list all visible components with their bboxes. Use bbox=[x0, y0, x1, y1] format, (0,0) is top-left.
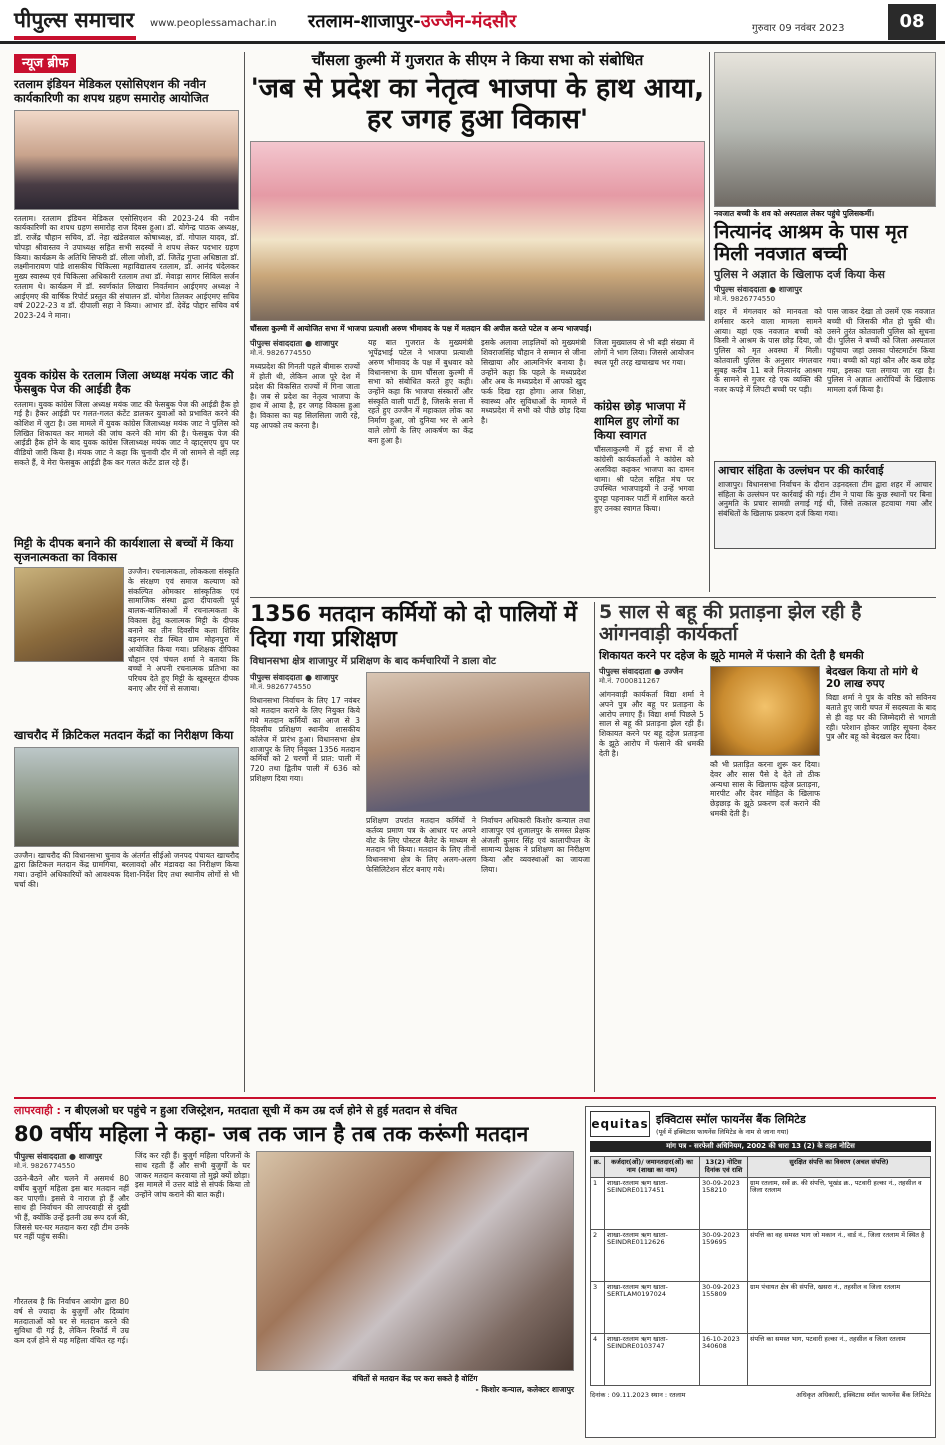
notice-cell: 30-09-2023 159695 bbox=[700, 1229, 748, 1281]
issue-date: गुरुवार 09 नवंबर 2023 bbox=[752, 23, 845, 34]
notice-title: इक्विटास स्मॉल फायनेंस बैंक लिमिटेड bbox=[656, 1113, 806, 1126]
newborn-headline: नित्यानंद आश्रम के पास मृत मिली नवजात बच्ची bbox=[714, 221, 908, 265]
elderly-headline: 80 वर्षीय महिला ने कहा- जब तक जान है तब तक करूंगी मतदान bbox=[14, 1122, 529, 1146]
page-number: 08 bbox=[888, 4, 936, 40]
notice-cell: शाखा-रतलाम ऋण खाता- SEINDRE0117451 bbox=[605, 1177, 700, 1229]
collector-quote-credit: - किशोर कन्याल, कलेक्टर शाजापुर bbox=[475, 1385, 574, 1395]
notice-cell: शाखा-रतलाम ऋण खाता- SEINDRE0112626 bbox=[605, 1229, 700, 1281]
newborn-col-1: शहर में मंगलवार को मानवता को शर्मसार करने वाला मामला सामने आया। यहां एक नवजात बच्ची को किसी ने आश्रम के पास छोड़ दिया, जो पुलिस को मृत अवस्था में मिली। कोतवाली पुलिस के अनुसार मंगलवार सुबह करीब 11 बजे नित्यानंद आश्रम के सामने से गुजर रहे एक व्यक्ति की नजर कपड़े में लिपटी बच्ची पर पड़ी। bbox=[714, 307, 822, 395]
lead-col-5: चौंसलाकुल्मी में हुई सभा में दो कांग्रेसी कार्यकर्ताओं ने कांग्रेस को अलविदा कहकर भाजपा का दामन थामा। श्री पटेल सहित मंच पर उपस्थित भाजपाइयों ने उन्हें भगवा दुपट्टा पहनाकर पार्टी में शामिल करते हुए उनका स्वागत किया। bbox=[594, 445, 694, 513]
brief-headline-ima: रतलाम इंडियन मेडिकल एसोसिएशन की नवीन कार्यकारिणी का शपथ ग्रहण समारोह आयोजित bbox=[14, 77, 209, 106]
anganwadi-story bbox=[599, 602, 936, 1092]
newspaper-logo: पीपुल्स समाचार bbox=[14, 6, 136, 40]
notice-cell: 3 bbox=[591, 1281, 605, 1333]
site-url: www.peoplessamachar.in bbox=[150, 18, 277, 29]
training-subhead: विधानसभा क्षेत्र शाजापुर में प्रशिक्षण के बाद कर्मचारियों ने डाला वोट bbox=[250, 655, 496, 667]
training-col-1: विधानसभा निर्वाचन के लिए 17 नवंबर को मतदान कराने के लिए नियुक्त किये गये मतदान कर्मियों का आज से 3 दिवसीय प्रशिक्षण स्थानीय शासकीय कॉलेज में प्रारंभ हुआ। विधानसभा क्षेत्र शाजापुर के लिए नियुक्त 1356 मतदान कर्मियों को 2 चरणों में प्रात: पाली में 720 तथा द्वितीय पाली में 636 को प्रशिक्षण दिया गया। bbox=[250, 696, 360, 783]
notice-table-row bbox=[591, 1229, 931, 1281]
notice-cell: 16-10-2023 340608 bbox=[700, 1333, 748, 1385]
notice-cell: शाखा-रतलाम ऋण खाता- SERTLAM0197024 bbox=[605, 1281, 700, 1333]
notice-cell: संपत्ति का समस्त भाग, पटवारी हल्का नं., तहसील व जिला रतलाम bbox=[748, 1333, 931, 1385]
edition-region: रतलाम-शाजापुर-उज्जैन-मंदसौर bbox=[308, 11, 517, 32]
anganwadi-side-headline: बेदखल किया तो मांगे थे 20 लाख रुपए bbox=[826, 666, 918, 691]
news-brief-column bbox=[14, 52, 239, 1092]
bank-demand-notice bbox=[585, 1106, 936, 1438]
notice-table-row bbox=[591, 1333, 931, 1385]
notice-table bbox=[590, 1156, 931, 1386]
elderly-byline: पीपुल्स संवाददाता ● शाजापुर मो.नं. 9826774550 bbox=[14, 1152, 103, 1171]
elderly-kicker: न बीएलओ घर पहुंचे न हुआ रजिस्ट्रेशन, मतदाता सूची में कम उम्र दर्ज होने से हुई मतदान से वंचित bbox=[64, 1104, 458, 1117]
newborn-photo-caption: नवजात बच्ची के शव को अस्पताल लेकर पहुंचे पुलिसकर्मी। bbox=[714, 209, 875, 218]
training-hall-photo bbox=[366, 672, 590, 812]
newborn-story bbox=[714, 52, 936, 592]
lead-col-3: इसके अलावा लाड़लियों को मुख्यमंत्री शिवराजसिंह चौहान ने सम्मान से जीना सिखाया और आत्मनिर्भर बनाया है। उन्होंने कहा कि पहले के मध्यप्रदेश और अब के मध्यप्रदेश में आपको खुद फर्क दिख रहा होगा। आज शिक्षा, स्वास्थ्य और सुविधाओं के मामले में मध्यप्रदेश में सभी को पीछे छोड़ दिया है। bbox=[481, 338, 586, 426]
notice-cell: 2 bbox=[591, 1229, 605, 1281]
notice-col-header: 13(2) नोटिस दिनांक एवं राशि bbox=[700, 1157, 748, 1178]
news-brief-tag: न्यूज ब्रीफ bbox=[14, 54, 76, 73]
newborn-byline: पीपुल्स संवाददाता ● शाजापुर मो.नं. 9826774550 bbox=[714, 285, 803, 304]
brief-text-ima: रतलाम। रतलाम इंडियन मेडिकल एसोसिएशन की 2023-24 की नवीन कार्यकारिणी का शपथ ग्रहण समारोह राज दिवस हुआ। डॉ. योगेन्द्र पाठक अध्यक्ष, डॉ. राजेंद्र चौहान सचिव, डॉ. नेहा खंडेलवाल कोषाध्यक्ष, डॉ. गोपाल यादव, डॉ. चोपड़ा श्रीवास्तव ने उपाध्यक्ष सहित सभी सदस्यों ने शपथ लेकर पदभार ग्रहण किया। कार्यक्रम के अतिथि सिफरी डॉ. लीला जोशी, डॉ. जितेंद्र गुप्ता अधिष्ठाता डॉ. लक्ष्मीनारायण पांडे शासकीय चिकित्सा महाविद्यालय रतलाम, डॉ. आनंद चंदेलकर मुख्य स्वास्थ्य एवं चिकित्सा अधिकारी रतलाम तथा डॉ. मेवाड़ा सागर सिविल सर्जन रतलाम थे। कार्यक्रम में डॉ. स्वर्णकांत लिखारा निवर्तमान आईएमए अध्यक्ष ने आईएमए की वार्षिक रिपोर्ट प्रस्तुत की संचालन डॉ. योगेश तिलकर आईएमए सचिव वर्ष 2022-23 व डॉ. दीपाली सहा ने किया। आभार डॉ. देवेंद्र पोद्दार सचिव वर्ष 2023-24 ने माना। bbox=[14, 213, 239, 320]
elderly-side-caption: वंचितों से मतदान केंद्र पर करा सकते है वोटिंग bbox=[352, 1374, 478, 1384]
elderly-kicker-row bbox=[14, 1103, 574, 1118]
khachrod-inspection-photo bbox=[14, 747, 239, 847]
notice-cell: 30-09-2023 158210 bbox=[700, 1177, 748, 1229]
anganwadi-subhead: शिकायत करने पर दहेज के झूठे मामले में फंसाने की देती है धमकी bbox=[599, 648, 864, 662]
anganwadi-byline: पीपुल्स संवाददाता ● उज्जैन मो.नं. 7000811267 bbox=[599, 667, 684, 686]
newborn-col-2: पास जाकर देखा तो उसमें एक नवजात बच्ची थी जिसकी मौत हो चुकी थी। उसने तुरंत कोतवाली पुलिस को सूचना दी। पुलिस ने बच्ची को जिला अस्पताल पहुंचाया जहां उसका पोस्टमार्टम किया गया। बच्ची को यहां कौन और कब छोड़ गया, इसका पता लगाया जा रहा है। पुलिस ने अज्ञात आरोपियों के खिलाफ मामला दर्ज किया है। bbox=[827, 307, 935, 395]
elderly-col-2: जिंद कर रही हैं। बुजुर्ग महिला परिजनों के साथ रहती हैं और सभी बुजुर्गों के घर जाकर मतदान करवाया तो मुझे क्यों छोड़ा। इस मामले में उत्तर बांडे से संपर्क किया तो उन्होंने जांच कराने की बात कही। bbox=[135, 1151, 250, 1200]
elderly-col-1: उठने-बैठने और चलने में असमर्थ 80 वर्षीय बुजुर्ग महिला इस बार मतदान नहीं कर पाएगी। इससे वे नाराज हो हैं और साथ ही निर्वाचन की लापरवाही से दुखी भी हैं, क्योंकि उन्हें इतनी उम्र रूप दर्ज की, जिससे घर-घर मतदान करा रही टीम उनके घर नहीं पहुंच सकी। bbox=[14, 1174, 129, 1242]
rally-stage-photo bbox=[250, 141, 705, 321]
notice-cell: संपत्ति का वह समस्त भाग जो मकान नं., वार्ड नं., जिला रतलाम में स्थित है bbox=[748, 1229, 931, 1281]
notice-cell: 1 bbox=[591, 1177, 605, 1229]
elderly-woman-photo bbox=[256, 1151, 574, 1371]
lead-story bbox=[250, 52, 705, 592]
notice-col-header: कर्जदार(ओं)/ जमानतदार(ओं) का नाम (शाखा का नाम) bbox=[605, 1157, 700, 1178]
lead-headline: 'जब से प्रदेश का नेतृत्व भाजपा के हाथ आया, हर जगह हुआ विकास' bbox=[250, 73, 705, 136]
justice-scale-illustration bbox=[710, 666, 820, 756]
lead-col-4: जिला मुख्यालय से भी बड़ी संख्या में लोगों ने भाग लिया। जिससे आयोजन स्थल पूरी तरह खचाखच भर गया। bbox=[594, 338, 694, 367]
notice-col-header: क्र. bbox=[591, 1157, 605, 1178]
notice-cell: 4 bbox=[591, 1333, 605, 1385]
lead-subhead: कांग्रेस छोड़ भाजपा में शामिल हुए लोगों का किया स्वागत bbox=[594, 399, 686, 443]
anganwadi-col-1: आंगनवाड़ी कार्यकर्ता विद्या शर्मा ने अपने पुत्र और बहू पर प्रताड़ना के आरोप लगाए हैं। विद्या शर्मा पिछले 5 साल से बहू की प्रताड़ना झेल रही हैं। शिकायत करने पर बहू दहेज प्रताड़ना के झूठे आरोप में फंसाने की धमकी देती है। bbox=[599, 690, 704, 758]
anganwadi-col-3: विद्या शर्मा ने पुत्र के वरिष्ठ को सविनय बताते हुए जारी चपत में सदस्यता के बाद से ही वह घर की जिम्मेदारी से भागती रही। परेशान होकर जाहिर सूचना देकर पुत्र और बहू को बेदखल कर दिया। bbox=[826, 693, 936, 742]
elderly-voter-story bbox=[14, 1103, 574, 1438]
notice-col-header: सुरक्षित संपत्ति का विवरण (अचल संपत्ति) bbox=[748, 1157, 931, 1178]
lead-col-1: मध्यप्रदेश की गिनती पहले बीमारू राज्यों में होती थी, लेकिन आज पूरे देश में प्रदेश की विकसित राज्यों में गिना जाता है। जब से प्रदेश का नेतृत्व भाजपा के हाथ में आया है, हर जगह विकास हुआ है। विकास का यह सिलसिला जारी रहे, यह आपको तय करना है। bbox=[250, 362, 360, 430]
brief-text-diya: उज्जैन। रचनात्मकता, लोककला संस्कृति के संरक्षण एवं समाज कल्याण को संकल्पित ओमकार सांस्कृतिक एवं सामाजिक संस्था द्वारा दीपावली पूर्व बालक-बालिकाओं में रचनात्मकता के विकास हेतु कलात्मक मिट्टी के दीपक बनाने का तीन दिवसीय कला शिविर बड़नगर रोड स्थित ग्राम मोहनपुरा में आयोजित किया गया। प्रशिक्षक दीपिका चौहान एवं चंचल शर्मा ने बताया कि बच्चों ने अपनी रचनात्मक प्रतिभा का परिचय देते हुए मिट्टी के खूबसूरत दीपक बनाए और रंगों से सजाया। bbox=[128, 567, 239, 693]
notice-cell: 30-09-2023 155809 bbox=[700, 1281, 748, 1333]
brief-headline-diya: मिट्टी के दीपक बनाने की कार्यशाला से बच्चों में किया सृजनात्मकता का विकास bbox=[14, 535, 234, 564]
notice-cell: ग्राम रतलाम, सर्वे क्र. की संपत्ति, भूखंड क्र., पटवारी हल्का नं., तहसील व जिला रतलाम bbox=[748, 1177, 931, 1229]
brief-headline-facebook: युवक कांग्रेस के रतलाम जिला अध्यक्ष मयंक जाट की फेसबुक पेज की आईडी हैक bbox=[14, 367, 234, 397]
notice-table-row bbox=[591, 1281, 931, 1333]
notice-footer-signature: अधिकृत अधिकारी, इक्विटास स्मॉल फायनेंस बैंक लिमिटेड bbox=[796, 1390, 931, 1399]
brief-headline-khachrod: खाचरौद में क्रिटिकल मतदान केंद्रों का निरीक्षण किया bbox=[14, 728, 234, 743]
code-of-conduct-box bbox=[714, 461, 936, 549]
notice-footer-date: दिनांक : 09.11.2023 स्थान : रतलाम bbox=[590, 1390, 686, 1399]
anganwadi-headline: 5 साल से बहू की प्रताड़ना झेल रही है आंगनवाड़ी कार्यकर्ता bbox=[599, 601, 862, 645]
training-headline: 1356 मतदान कर्मियों को दो पालियों में दिया गया प्रशिक्षण bbox=[250, 602, 578, 653]
notice-subtitle: (पूर्व में इक्विटास फायनेंस लिमिटेड के नाम से जाना गया) bbox=[656, 1128, 789, 1136]
newborn-subhead: पुलिस ने अज्ञात के खिलाफ दर्ज किया केस bbox=[714, 267, 885, 281]
notice-section-header: मांग पत्र - सरफेसी अधिनियम, 2002 की धारा 13 (2) के तहत नोटिस bbox=[590, 1141, 931, 1152]
lead-kicker: चौंसला कुल्मी में गुजरात के सीएम ने किया सभा को संबोधित bbox=[311, 51, 644, 69]
training-byline: पीपुल्स संवाददाता ● शाजापुर मो.नं. 9826774550 bbox=[250, 673, 339, 692]
hospital-photo bbox=[714, 52, 936, 207]
negligence-tag: लापरवाही : bbox=[14, 1104, 61, 1117]
ima-ceremony-photo bbox=[14, 110, 239, 210]
equitas-logo: equitas bbox=[590, 1111, 650, 1137]
code-of-conduct-text: शाजापुर। विधानसभा निर्वाचन के दौरान उड़नदस्ता टीम द्वारा शहर में आचार संहिता के उल्लंघन पर कार्रवाई की गई। टीम ने पाया कि कुछ स्थानों पर बिना अनुमति के प्रचार सामग्री लगाई गई थी, जिसे तत्काल हटवाया गया और संबंधितों के खिलाफ प्रकरण दर्ज किया गया। bbox=[718, 479, 932, 519]
training-col-2: प्रशिक्षण उपरांत मतदान कर्मियों ने कर्तव्य प्रमाण पत्र के आधार पर अपने वोट के लिए पोस्टल बैलेट के माध्यम से मतदान भी किया। मतदान के लिए तीनों विधानसभा क्षेत्र के लिए अलग-अलग फेसिलिटेशन सेंटर बनाए गये। bbox=[366, 816, 476, 874]
training-col-3: निर्वाचन अधिकारी किशोर कन्याल तथा शाजापुर एवं शुजालपुर के समस्त प्रेक्षक अंजली कुमार सिंह एवं कालापीपल के सामान्य प्रेक्षक ने प्रशिक्षण का निरीक्षण किया और व्यवस्थाओं का जायजा लिया। bbox=[481, 816, 590, 874]
brief-text-facebook: रतलाम। युवक कांग्रेस जिला अध्यक्ष मयंक जाट की फेसबुक पेज की आईडी हैक हो गई है। हैकर आईडी पर गलत-गलत कंटेंट डालकर युवाओं को प्रभावित करने की कोशिश में जुटा है। उस मामले में युवक कांग्रेस जिलाध्यक्ष मयंक जाट ने पुलिस को लिखित शिकायत कर मामले की जांच करने की मांग की है। फेसबुक पेज की आईडी हैक होने के बाद युवक कांग्रेस जिलाध्यक्ष मयंक जाट ने व्हाट्सएप ग्रुप पर वीडियो जारी किया है। मंयक जाट ने कहा कि चुनावी दौर में जो सामने से नहीं लड़ सकते हैं, वे मेरा फेसबुक आईडी हैक कर गलत कंटेंट डाल रहे हैं। bbox=[14, 399, 239, 467]
code-of-conduct-headline: आचार संहिता के उल्लंघन पर की कार्रवाई bbox=[718, 464, 884, 478]
masthead bbox=[0, 0, 945, 44]
elderly-col-1b: गौरतलब है कि निर्वाचन आयोग द्वारा 80 वर्ष से ज्यादा के बुजुर्गों और दिव्यांग मतदाताओं को घर से मतदान करने की सुविधा दी गई है, लेकिन रिकॉर्ड में उम्र कम दर्ज होने से यह महिला वंचित रह गई। bbox=[14, 1297, 129, 1346]
notice-table-row bbox=[591, 1177, 931, 1229]
lead-byline: पीपुल्स संवाददाता ● शाजापुर मो.नं. 9826774550 bbox=[250, 339, 339, 358]
notice-cell: ग्राम पंचायत क्षेत्र की संपत्ति, खसरा नं., तहसील व जिला रतलाम bbox=[748, 1281, 931, 1333]
notice-cell: शाखा-रतलाम ऋण खाता- SEINDRE0103747 bbox=[605, 1333, 700, 1385]
diya-workshop-photo bbox=[14, 567, 124, 662]
lead-col-2: यह बात गुजरात के मुख्यमंत्री भूपेंद्रभाई पटेल ने भाजपा प्रत्याशी अरुण भीमावद के पक्ष में बुधवार को विधानसभा के ग्राम चौंसला कुल्मी में सभा को संबोधित करते हुए कही। उन्होंने कहा कि भाजपा संस्कारों और संस्कृति वाली पार्टी है, जिसके सत्ता में रहते हुए उज्जैन में महाकाल लोक का निर्माण हुआ, जो दुनिया भर से आने वाले लोगों के लिए आकर्षण का केंद्र बना हुआ है। bbox=[368, 338, 473, 445]
brief-text-khachrod: उज्जैन। खाचरौद की विधानसभा चुनाव के अंतर्गत सीईओ जनपद पंचायत खाचरौद द्वारा क्रिटिकल मतदान केंद्र ग्रामगिया, बरलावदो और मंडावदा का निरीक्षण किया गया। उन्होंने अधिकारियों को आवश्यक दिशा-निर्देश दिए तथा स्थानीय लोगों से भी चर्चा की। bbox=[14, 850, 239, 889]
anganwadi-col-2: कौ भी प्रताड़ित करना शुरू कर दिया। देवर और सास पैसे दे देते तो ठीक अन्यथा सास के खिलाफ दहेज प्रताड़ना, मारपीट और देवर मोहित के खिलाफ छेड़छाड़ के झूठे प्रकरण दर्ज कराने की धमकी देती है। bbox=[710, 760, 820, 818]
training-story bbox=[250, 602, 590, 1092]
lead-photo-caption: चौंसला कुल्मी में आयोजित सभा में भाजपा प्रत्याशी अरुण भीमावद के पक्ष में मतदान की अपील करते पटेल व अन्य भाजपाई। bbox=[250, 324, 592, 334]
